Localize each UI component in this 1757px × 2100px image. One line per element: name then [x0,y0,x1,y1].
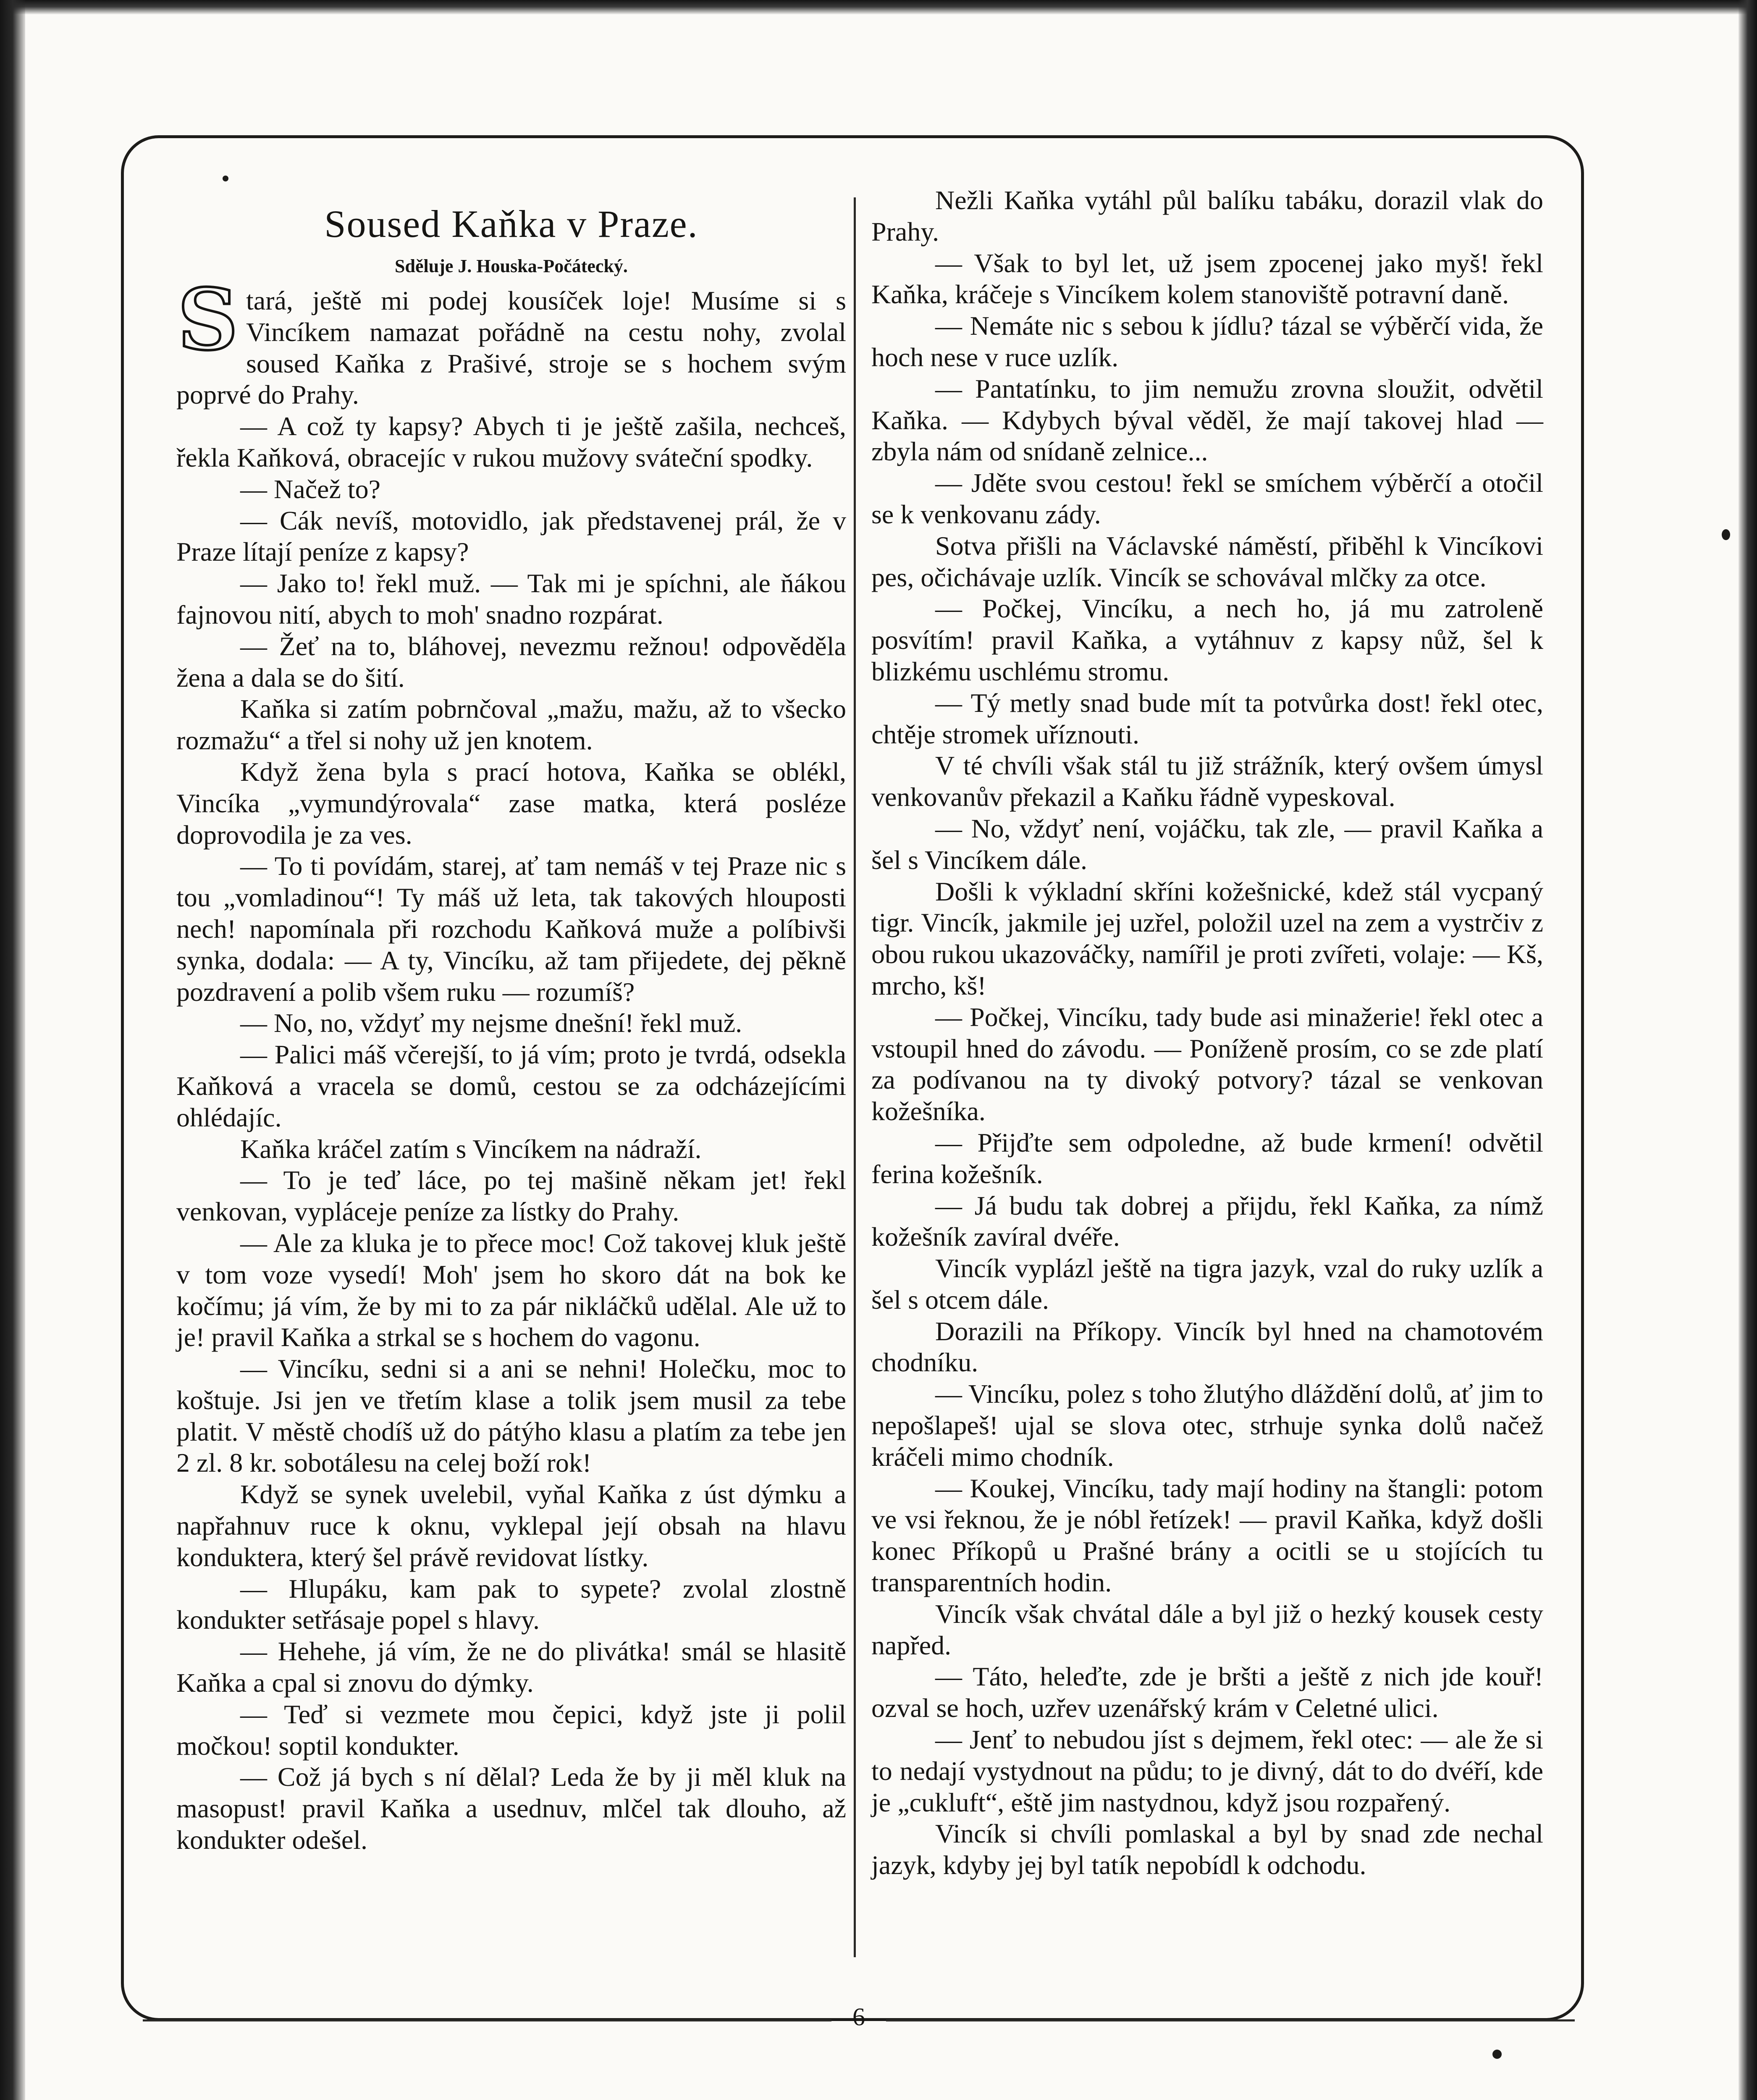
paragraph: — Jděte svou cestou! řekl se smíchem výběrčí a otočil se k venkovanu zády. [871,468,1543,529]
paragraph: — Načež to? [240,474,381,504]
paragraph: — Táto, heleďte, zde je bršti a ještě z nich jde kouř! ozval se hoch, uzřev uzenářský krám v Celetné ulici. [871,1662,1543,1723]
article-byline: Sděluje J. Houska-Počátecký. [395,256,628,276]
paragraph: — Koukej, Vincíku, tady mají hodiny na štangli: potom ve vsi řeknou, že je nóbl řetízek! — pravil Kaňka, když došli konec Příkopů u Prašné brány a ocitli se u stojících tu transparentních hodin. [871,1473,1543,1598]
paragraph: — Vincíku, sedni si a ani se nehni! Holečku, moc to koštuje. Jsi jen ve třetím klase a tolik jsem musil za tebe platit. V městě chodíš už do pátýho klasu a platím za tebe jen 2 zl. 8 kr. sobotálesu na celej boží rok! [176,1354,846,1478]
drop-cap: S [177,270,239,369]
first-paragraph [176,270,846,411]
paragraph: — Cák nevíš, motovidlo, jak představenej prál, že v Praze lítají peníze z kapsy? [176,505,846,567]
paragraph: — Palici máš včerejší, to já vím; proto je tvrdá, odsekla Kaňková a vracela se domů, cestou se za odcházejícími ohlédajíc. [176,1040,846,1132]
paragraph: Když žena byla s prací hotova, Kaňka se oblékl, Vincíka „vymundýrovala“ zase matka, která posléze doprovodila je za ves. [176,756,846,850]
paragraph: — To ti povídám, starej, ať tam nemáš v tej Praze nic s tou „vomladinou“! Ty máš už leta, tak takových hlouposti nech! napomínala při rozchodu Kaňková muže a políbivši synka, dodala: — A ty, Vincíku, až tam přijedete, dej pěkně pozdravení a polib všem ruku — rozumíš? [176,851,846,1007]
paragraph: — Žeť na to, bláhovej, nevezmu režnou! odpověděla žena a dala se do šití. [176,631,846,693]
paragraph: Dorazili na Příkopy. Vincík byl hned na chamotovém chodníku. [871,1316,1543,1378]
paragraph: — Pantatínku, to jim nemužu zrovna sloužit, odvětil Kaňka. — Kdybych býval věděl, že mají takovej hlad — zbyla nám od snídaně zelnice... [871,373,1543,467]
paragraph: — Však to byl let, už jsem zpocenej jako myš! řekl Kaňka, kráčeje s Vincíkem kolem stanoviště potravní daně. [871,248,1543,310]
paragraph: — Hehehe, já vím, že ne do plivátka! smál se hlasitě Kaňka a cpal si znovu do dýmky. [176,1636,846,1698]
paragraph: — Teď si vezmete mou čepici, když jste ji polil močkou! soptil kondukter. [176,1699,846,1761]
paragraph: Nežli Kaňka vytáhl půl balíku tabáku, dorazil vlak do Prahy. [871,185,1543,247]
paragraph: — Počkej, Vincíku, a nech ho, já mu zatroleně posvítím! pravil Kaňka, a vytáhnuv z kapsy nůž, šel k blizkému uschlému stromu. [871,593,1543,686]
paragraph: — Což já bych s ní dělal? Leda že by ji měl kluk na masopust! pravil Kaňka a usednuv, mlčel tak dlouho, až kondukter odešel. [176,1762,846,1855]
paragraph: Došli k výkladní skříni kožešnické, kdež stál vycpaný tigr. Vincík, jakmile jej uzřel, položil uzel na zem a vystrčiv z obou rukou ukazováčky, namířil je proti zvířeti, volaje: — Kš, mrcho, kš! [871,876,1543,1000]
page-number: 6 [852,2003,865,2031]
paragraph: — Vincíku, polez s toho žlutýho dláždění dolů, ať jim to nepošlapeš! ujal se slova otec, strhuje synka dolů načež kráčeli mimo chodník. [871,1379,1543,1472]
paragraph: — Jako to! řekl muž. — Tak mi je spíchni, ale ňákou fajnovou nití, abych to moh' snadno rozpárat. [176,568,846,630]
paragraph: — Počkej, Vincíku, tady bude asi minažerie! řekl otec a vstoupil hned do závodu. — Poníženě prosím, co se zde platí za podívanou na ty divoký potvory? tázal se venkovan kožešníka. [871,1002,1543,1126]
paragraph: — Hlupáku, kam pak to sypete? zvolal zlostně kondukter setřásaje popel s hlavy. [176,1573,846,1635]
left-column [176,185,846,1856]
paragraph: Kaňka kráčel zatím s Vincíkem na nádraží. [240,1134,702,1164]
first-paragraph-text: tará, ještě mi podej kousíček loje! Musíme si s Vincíkem namazat pořádně na cestu nohy, zvolal soused Kaňka z Prašivé, stroje se s hochem svým poprvé do Prahy. [176,286,846,410]
paragraph: — To je teď láce, po tej mašině někam jet! řekl venkovan, vypláceje peníze za lístky do Prahy. [176,1165,846,1227]
paragraph: Vincík si chvíli pomlaskal a byl by snad zde nechal jazyk, kdyby jej byl tatík nepobídl k odchodu. [871,1819,1543,1880]
paragraph: — Ale za kluka je to přece moc! Což takovej kluk ještě v tom voze vysedí! Moh' jsem ho skoro dát na bok ke kočímu; já vím, že by mi to za pár nikláčků udělal. Ale už to je! pravil Kaňka a strkal se s hochem do vagonu. [176,1228,846,1352]
scan-edge-left [0,0,25,2100]
paragraph: Vincík vyplázl ještě na tigra jazyk, vzal do ruky uzlík a šel s otcem dále. [871,1253,1543,1315]
paragraph: V té chvíli však stál tu již strážník, který ovšem úmysl venkovanův překazil a Kaňku řádně vypeskoval. [871,751,1543,812]
ink-speck [223,176,228,181]
article-title: Soused Kaňka v Praze. [324,202,698,245]
paragraph: — No, no, vždyť my nejsme dnešní! řekl muž. [240,1008,742,1038]
paragraph: — Tý metly snad bude mít ta potvůrka dost! řekl otec, chtěje stromek uříznouti. [871,688,1543,749]
column-divider [854,197,856,1957]
ink-speck [1492,2050,1502,2059]
folio-rule-left [143,2019,831,2021]
paragraph: — Já budu tak dobrej a přijdu, řekl Kaňka, za nímž kožešník zavíral dvéře. [871,1190,1543,1252]
right-column [871,185,1543,1881]
scan-edge-top [0,0,1757,14]
paragraph: Když se synek uvelebil, vyňal Kaňka z úst dýmku a napřahnuv ruce k oknu, vyklepal její obsah na hlavu konduktera, který šel právě revidovat lístky. [176,1479,846,1572]
scan-edge-right [1739,0,1757,2100]
ink-speck [1722,529,1730,540]
paragraph: — No, vždyť není, vojáčku, tak zle, — pravil Kaňka a šel s Vincíkem dále. [871,813,1543,875]
paragraph: Vincík však chvátal dále a byl již o hezký kousek cesty napřed. [871,1599,1543,1660]
folio-rule-right [886,2019,1575,2021]
paragraph: — Nemáte nic s sebou k jídlu? tázal se výběrčí vida, že hoch nese v ruce uzlík. [871,311,1543,372]
paragraph: — A což ty kapsy? Abych ti je ještě zašila, nechceš, řekla Kaňková, obracejíc v rukou mužovy sváteční spodky. [176,411,846,472]
paragraph: — Přijďte sem odpoledne, až bude krmení! odvětil ferina kožešník. [871,1127,1543,1189]
paragraph: Sotva přišli na Václavské náměstí, přiběhl k Vincíkovi pes, očichávaje uzlík. Vincík se schovával mlčky za otce. [871,530,1543,592]
paragraph: Kaňka si zatím pobrnčoval „mažu, mažu, až to všecko rozmažu“ a třel si nohy už jen knotem. [176,694,846,756]
paragraph: — Jenť to nebudou jíst s dejmem, řekl otec: — ale že si to nedají vystydnout na půdu; to je divný, dát to do dvéří, kde je „cukluft“, eště jim nastydnou, když jsou rozpařený. [871,1725,1543,1817]
